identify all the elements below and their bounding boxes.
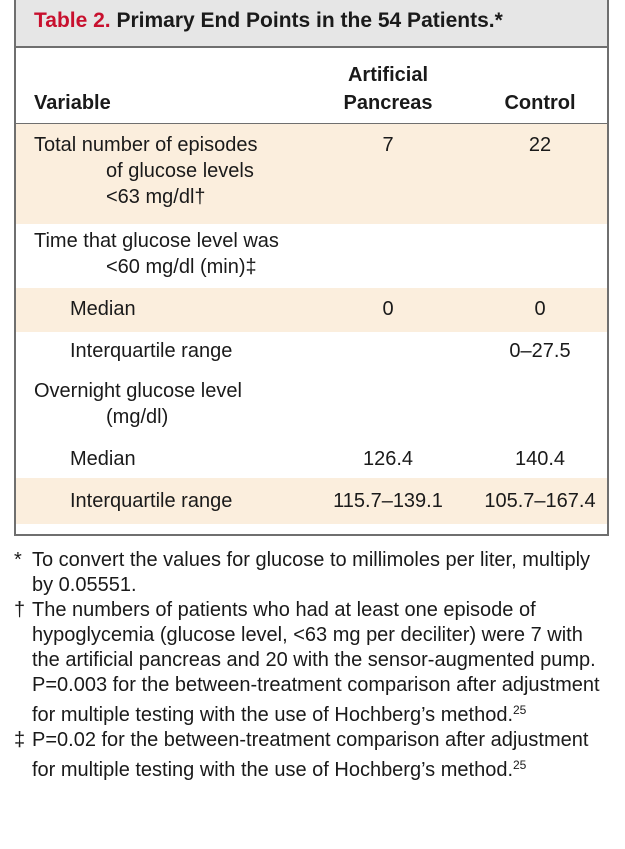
header-artificial-pancreas-line2: Pancreas <box>343 92 433 114</box>
table-title <box>34 9 503 33</box>
row-episodes-label-line2: of glucose levels <box>106 160 254 182</box>
table-title-bar <box>16 0 607 48</box>
footnote-dagger-mark: † <box>14 599 26 621</box>
header-variable: Variable <box>34 92 111 114</box>
row-time-label-line1: Time that glucose level was <box>34 230 279 252</box>
row-overnight-label-line2: (mg/dl) <box>106 406 169 428</box>
row-overnight-iqr-artificial: 115.7–139.1 <box>333 490 443 512</box>
table-title-text: Primary End Points in the 54 Patients.* <box>116 9 503 32</box>
row-time-median-control: 0 <box>534 298 546 320</box>
table-number: Table 2. <box>34 9 111 32</box>
row-time-label-line2: <60 mg/dl (min)‡ <box>106 256 257 278</box>
footnote-star <box>14 548 614 598</box>
row-time-iqr-label: Interquartile range <box>70 340 233 362</box>
footnote-star-mark: * <box>14 549 22 571</box>
results-table <box>14 0 609 536</box>
footnote-star-text: To convert the values for glucose to millimoles per liter, multiply by 0.05551. <box>32 549 591 596</box>
footnotes <box>14 548 614 783</box>
row-overnight-iqr-control: 105.7–167.4 <box>484 490 596 512</box>
row-overnight-iqr-label: Interquartile range <box>70 490 233 512</box>
footnote-ddagger <box>14 728 614 783</box>
row-overnight-label-line1: Overnight glucose level <box>34 380 242 402</box>
row-episodes-artificial: 7 <box>382 134 394 156</box>
row-time-median-artificial: 0 <box>382 298 394 320</box>
footnote-dagger-text: The numbers of patients who had at least one episode of hypoglycemia (glucose level, <63 mg per deciliter) were 7 with the artificial pancreas and 20 with the sensor-augmented pump. P=0.003 for the between-treatment comparison after adjustment for multiple testing with the use of Hochberg’s method. <box>32 599 600 726</box>
footnote-ddagger-mark: ‡ <box>14 729 26 751</box>
footnote-dagger <box>14 598 614 728</box>
footnote-ddagger-text: P=0.02 for the between-treatment comparison after adjustment for multiple testing with the use of Hochberg’s method. <box>32 729 589 781</box>
row-time-median-label: Median <box>70 298 136 320</box>
header-artificial-pancreas-line1: Artificial <box>347 64 429 86</box>
header-control: Control <box>504 92 576 114</box>
footnote-dagger-ref: 25 <box>513 703 527 717</box>
footnote-ddagger-ref: 25 <box>513 758 527 772</box>
row-time-iqr-control: 0–27.5 <box>509 340 571 362</box>
row-episodes-control: 22 <box>528 134 552 156</box>
row-overnight-median-label: Median <box>70 448 136 470</box>
row-episodes-label-line3: <63 mg/dl† <box>106 186 206 208</box>
row-overnight-median-artificial: 126.4 <box>362 448 414 470</box>
row-episodes-label-line1: Total number of episodes <box>34 134 258 156</box>
row-overnight-median-control: 140.4 <box>514 448 566 470</box>
